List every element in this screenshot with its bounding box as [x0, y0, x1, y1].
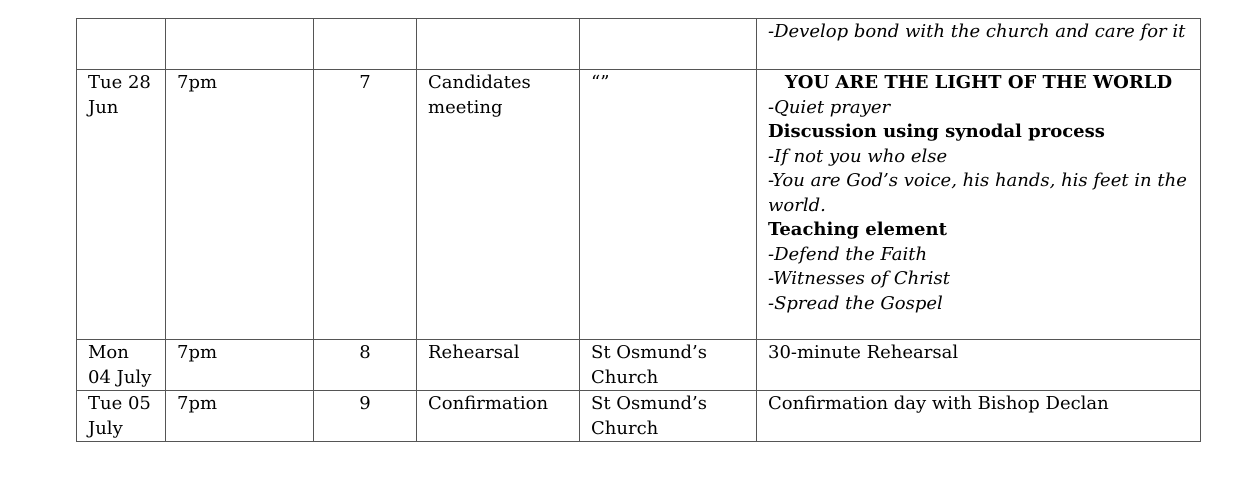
- venue-cell: “”: [580, 70, 757, 340]
- title-cell: Rehearsal: [417, 340, 580, 391]
- time-cell: 7pm: [166, 340, 314, 391]
- detail-line: -Witnesses of Christ: [768, 268, 951, 289]
- detail-line: -Quiet prayer: [768, 96, 891, 118]
- session-number-cell: 8: [314, 340, 417, 391]
- session-number-cell: 9: [314, 391, 417, 442]
- venue-cell: St Osmund’s Church: [580, 340, 757, 391]
- date-cell: [77, 19, 166, 70]
- details-cell: [757, 391, 1201, 442]
- detail-heading: Teaching element: [768, 219, 947, 240]
- detail-line: 30-minute Rehearsal: [768, 342, 959, 363]
- details-cell: [757, 70, 1201, 340]
- venue-cell: [580, 19, 757, 70]
- detail-line: -Spread the Gospel: [768, 292, 943, 314]
- table-row: [77, 340, 1201, 391]
- time-cell: [166, 19, 314, 70]
- title-cell: [417, 19, 580, 70]
- venue-cell: St Osmund’s Church: [580, 391, 757, 442]
- time-cell: 7pm: [166, 391, 314, 442]
- title-cell: Candidates meeting: [417, 70, 580, 340]
- session-number-cell: [314, 19, 417, 70]
- details-cell: [757, 340, 1201, 391]
- detail-line: -If not you who else: [768, 145, 948, 167]
- detail-heading: Discussion using synodal process: [768, 121, 1105, 142]
- detail-line: -You are God’s voice, his hands, his feet in the world.: [768, 170, 1187, 216]
- details-cell: [757, 19, 1201, 70]
- time-cell: 7pm: [166, 70, 314, 340]
- detail-line: -Defend the Faith: [768, 243, 928, 265]
- date-cell: Mon 04 July: [77, 340, 166, 391]
- table-row: [77, 19, 1201, 70]
- detail-line: Confirmation day with Bishop Declan: [768, 393, 1109, 414]
- date-cell: Tue 28 Jun: [77, 70, 166, 340]
- detail-line: -Develop bond with the church and care for it: [768, 21, 1186, 42]
- schedule-table: [76, 18, 1201, 442]
- detail-heading: YOU ARE THE LIGHT OF THE WORLD: [784, 72, 1173, 93]
- session-number-cell: 7: [314, 70, 417, 340]
- table-row: [77, 391, 1201, 442]
- title-cell: Confirmation: [417, 391, 580, 442]
- table-row: [77, 70, 1201, 340]
- date-cell: Tue 05 July: [77, 391, 166, 442]
